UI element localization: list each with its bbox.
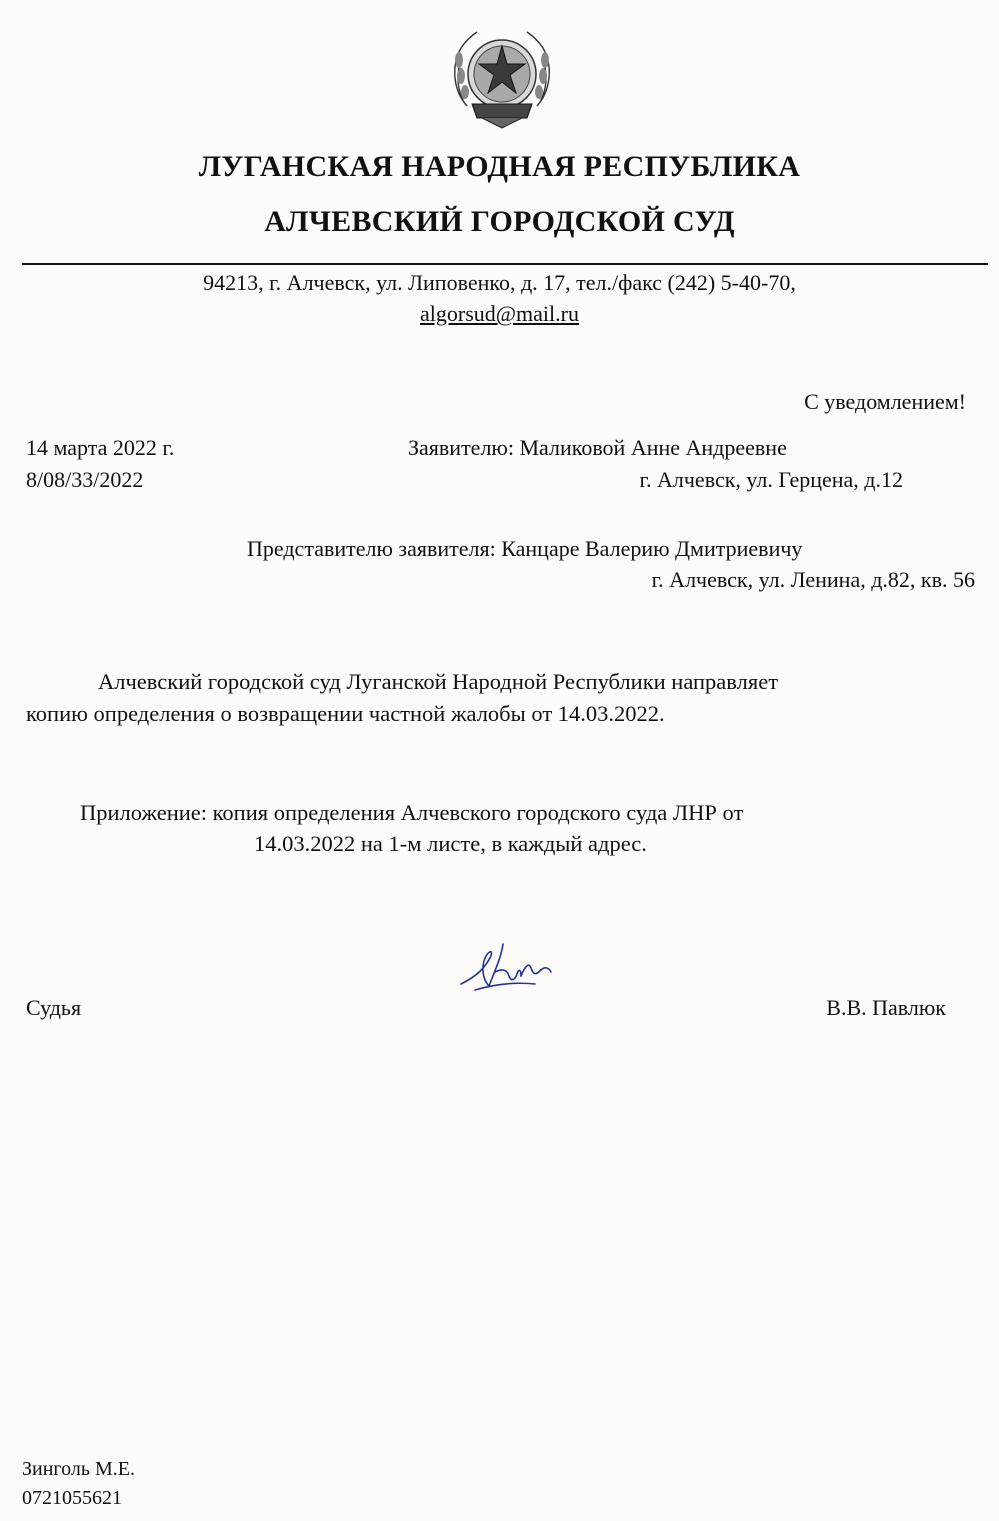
letter-date: 14 марта 2022 г.	[26, 435, 175, 460]
body-line-1: Алчевский городской суд Луганской Народной Республики направляет	[98, 669, 779, 694]
representative-name: Представителю заявителя: Канцаре Валерию Дмитриевичу	[247, 536, 803, 561]
attachment-line-1: Приложение: копия определения Алчевского городского суда ЛНР от	[80, 800, 744, 825]
body-line-2: копию определения о возвращении частной жалобы от 14.03.2022.	[26, 701, 665, 726]
representative-address: г. Алчевск, ул. Ленина, д.82, кв. 56	[651, 567, 975, 592]
signature-role: Судья	[26, 995, 82, 1020]
court-address: 94213, г. Алчевск, ул. Липовенко, д. 17, тел./факс (242) 5-40-70,	[203, 270, 796, 295]
executor-name: Зинголь М.Е.	[22, 1458, 135, 1480]
court-title: АЛЧЕВСКИЙ ГОРОДСКОЙ СУД	[264, 205, 735, 238]
header-divider	[22, 263, 988, 265]
judge-name: В.В. Павлюк	[826, 995, 946, 1020]
recipient-name: Заявителю: Маликовой Анне Андреевне	[408, 435, 787, 460]
court-email-link[interactable]: algorsud@mail.ru	[420, 301, 579, 326]
republic-title: ЛУГАНСКАЯ НАРОДНАЯ РЕСПУБЛИКА	[198, 150, 801, 183]
letter-number: 8/08/33/2022	[26, 467, 144, 492]
coat-of-arms-emblem	[447, 20, 557, 132]
handwritten-signature	[455, 940, 555, 996]
recipient-address: г. Алчевск, ул. Герцена, д.12	[639, 467, 903, 492]
attachment-line-2: 14.03.2022 на 1-м листе, в каждый адрес.	[254, 831, 647, 856]
executor-phone: 0721055621	[22, 1487, 122, 1509]
notice-label: С уведомлением!	[804, 389, 966, 414]
